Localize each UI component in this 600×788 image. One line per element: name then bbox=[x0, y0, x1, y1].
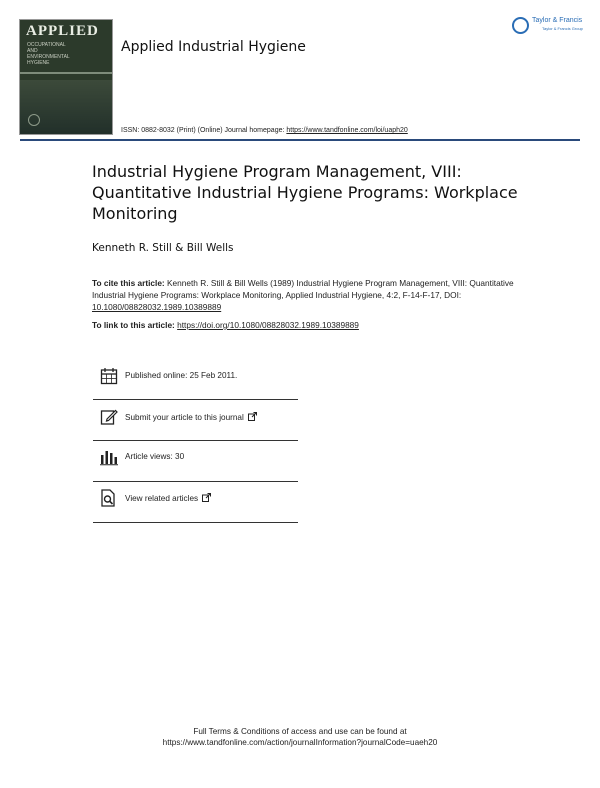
related-articles-label: View related articles bbox=[125, 494, 199, 503]
publisher-logo[interactable] bbox=[512, 16, 584, 36]
article-authors: Kenneth R. Still & Bill Wells bbox=[92, 242, 234, 254]
edit-icon bbox=[100, 408, 118, 426]
journal-cover-image bbox=[20, 20, 112, 134]
cover-line: AND bbox=[27, 48, 38, 54]
submit-article-label: Submit your article to this journal bbox=[125, 413, 244, 422]
cover-stripe bbox=[20, 72, 112, 74]
article-url-link[interactable]: https://doi.org/10.1080/08828032.1989.10389889 bbox=[177, 320, 359, 330]
meta-divider bbox=[93, 481, 298, 482]
citation-block bbox=[92, 278, 532, 313]
meta-divider bbox=[93, 522, 298, 523]
citation-label: To cite this article: bbox=[92, 278, 165, 288]
link-label: To link to this article: bbox=[92, 320, 178, 330]
related-articles-link[interactable] bbox=[125, 493, 211, 503]
header-divider bbox=[20, 139, 580, 141]
ring-logo-icon bbox=[512, 17, 529, 34]
footer-terms-link[interactable]: https://www.tandfonline.com/action/journalInformation?journalCode=uaeh20 bbox=[162, 738, 438, 747]
link-block bbox=[92, 320, 359, 330]
cover-line: HYGIENE bbox=[27, 60, 50, 66]
submit-article-link[interactable] bbox=[125, 412, 257, 422]
doi-link[interactable]: 10.1080/08828032.1989.10389889 bbox=[92, 301, 222, 312]
issn-line bbox=[121, 127, 408, 134]
issn-text: ISSN: 0882-8032 (Print) (Online) Journal homepage: bbox=[121, 127, 287, 134]
bar-chart-icon bbox=[100, 448, 118, 466]
footer-terms-text: Full Terms & Conditions of access and use can be found at bbox=[193, 727, 407, 736]
external-link-icon bbox=[248, 412, 257, 421]
calendar-icon bbox=[100, 367, 118, 385]
publisher-logo-line2: Taylor & Francis Group bbox=[542, 26, 583, 31]
article-views-row bbox=[100, 448, 298, 490]
citation-text: Kenneth R. Still & Bill Wells (1989) Industrial Hygiene Program Management, VIII: Quantitative Industrial Hygiene Programs: Workplace Monitoring, Applied Industrial Hygiene, 4:2, F-14-F-17, DOI: bbox=[92, 278, 514, 300]
external-link-icon bbox=[202, 493, 211, 502]
meta-divider bbox=[93, 399, 298, 400]
document-search-icon bbox=[100, 489, 118, 507]
article-views-text: Article views: 30 bbox=[125, 452, 185, 461]
related-articles-row[interactable] bbox=[100, 489, 298, 531]
publisher-logo-line1: Taylor & Francis bbox=[532, 17, 583, 24]
published-online-row bbox=[100, 367, 298, 409]
meta-divider bbox=[93, 440, 298, 441]
published-online-text: Published online: 25 Feb 2011. bbox=[125, 371, 238, 380]
article-title: Industrial Hygiene Program Management, VIII: Quantitative Industrial Hygiene Programs: Workplace Monitoring bbox=[92, 162, 518, 223]
cover-title: APPLIED bbox=[26, 23, 99, 39]
cover-line: OCCUPATIONAL bbox=[27, 42, 66, 48]
cover-line: ENVIRONMENTAL bbox=[27, 54, 70, 60]
submit-article-row[interactable] bbox=[100, 408, 298, 450]
journal-homepage-link[interactable]: https://www.tandfonline.com/loi/uaph20 bbox=[286, 127, 408, 134]
cover-emblem-icon bbox=[28, 114, 40, 126]
journal-name[interactable]: Applied Industrial Hygiene bbox=[121, 39, 306, 55]
